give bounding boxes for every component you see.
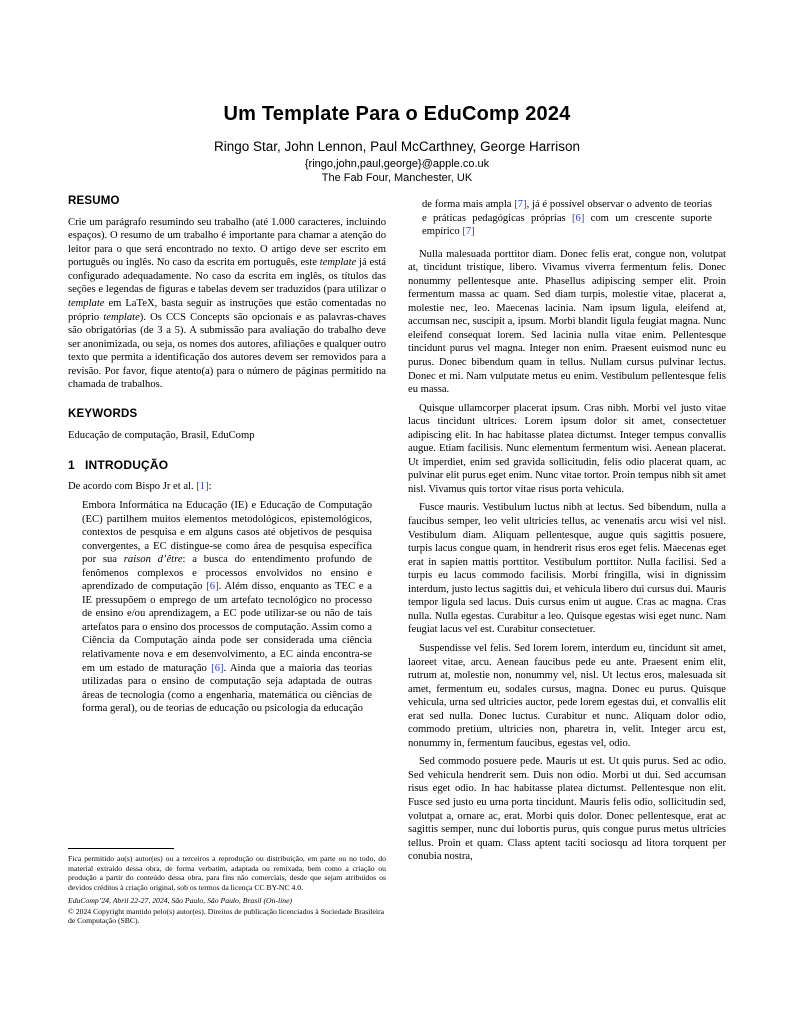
body-paragraph: Fusce mauris. Vestibulum luctus nibh at lectus. Sed bibendum, nulla a faucibus semper, leo velit ultricies tellus, ac venenatis arcu wisi vel nisl. Vestibulum diam. Aliquam pellentesque, augue quis sagittis posuere, turpis lacus congue quam, in hendrerit risus eros eget felis. Maecenas eget erat in sapien mattis porttitor. Vestibulum porttitor. Nulla facilisi. Sed a turpis eu lacus commodo facilisis. Morbi fringilla, wisi in dignissim interdum, justo lectus sagittis dui, et vehicula libero dui cursus dui. Mauris tempor ligula sed lacus. Duis cursus enim ut augue. Cras ac magna. Cras nulla. Nulla egestas. Curabitur a leo. Quisque egestas wisi eget nunc. Nam feugiat lacus vel est. Curabitur consectetuer. [408,502,726,636]
body-paragraph: Sed commodo posuere pede. Mauris ut est. Ut quis purus. Sed ac odio. Sed vehicula hendrerit sem. Duis non odio. Morbi ut dui. Sed accumsan risus eget odio. In hac habitasse platea dictumst. Pellentesque non elit. Fusce sed justo eu urna porta tincidunt. Mauris felis odio, sollicitudin sed, volutpat a, ornare ac, erat. Morbi quis dolor. Donec pellentesque, erat ac sagittis semper, nunc dui lobortis purus, quis congue purus metus ultricies tellus. Proin et quam. Class aptent taciti sociosqu ad litora torquent per conubia nostra, [408,756,726,863]
keywords-text: Educação de computação, Brasil, EduComp [68,429,255,441]
paper-emails: {ringo,john,paul,george}@apple.co.uk [304,158,490,170]
quote-block-left: Embora Informática na Educação (IE) e Educação de Computação (EC) partilhem muitos elementos metodológicos, epistemológicos, contextos de pesquisa e em alguns casos até objetivos de pesquisa convergentes, a EC distingue-se como área de pesquisa específica por sua raison d’être: a busca do entendimento profundo de fenômenos complexos e processos envolvidos no ensino e aprendizado de computação [6]. Além disso, enquanto as TEC e a IE pressupõem o emprego de um artefato tecnológico no processo de ensino e/ou aprendizagem, a EC pode utilizar-se ou não de tais artefatos para o ensino dos processos de computação. Assim como a Ciência da Computação ainda pode ser considerada uma ciência relativamente nova e em desenvolvimento, a EC ainda encontra-se em um estado de maturação [6]. Ainda que a maioria das teorias utilizadas para o ensino de computação seja adaptada de outras áreas de tecnologia (como a engenharia, matemática ou ciências de forma geral), ou de teorias de educação ou psicologia da educação [82,500,372,715]
citation-link[interactable]: [6] [206,581,219,593]
footnote-rule [68,848,174,849]
title-block [0,103,794,184]
section-heading-introducao [68,458,386,473]
paper-authors: Ringo Star, John Lennon, Paul McCarthney, George Harrison [214,139,580,154]
body-paragraph: Nulla malesuada porttitor diam. Donec felis erat, congue non, volutpat at, tincidunt tristique, libero. Vivamus viverra fermentum felis. Donec nonummy pellentesque ante. Phasellus adipiscing semper elit. Proin fermentum massa ac quam. Sed diam turpis, molestie vitae, placerat a, molestie nec, leo. Maecenas lacinia. Nam ipsum ligula, eleifend at, accumsan nec, suscipit a, ipsum. Morbi blandit ligula feugiat magna. Nunc eleifend consequat lorem. Sed lacinia nulla vitae enim. Pellentesque tincidunt purus vel magna. Integer non enim. Praesent euismod nunc eu purus. Donec bibendum quam in tellus. Nullam cursus pulvinar lectus. Donec et mi. Nam vulputate metus eu enim. Vestibulum pellentesque felis eu massa. [408,248,726,396]
section-heading-resumo: RESUMO [68,195,120,207]
body-paragraph: Quisque ullamcorper placerat ipsum. Cras nibh. Morbi vel justo vitae lacus tincidunt ultrices. Lorem ipsum dolor sit amet, consectetuer adipiscing elit. In hac habitasse platea dictumst. Integer tempus convallis augue. Etiam facilisis. Nunc elementum fermentum wisi. Aenean placerat. Ut imperdiet, enim sed gravida sollicitudin, felis odio placerat quam, ac pulvinar elit purus eget enim. Nunc vitae tortor. Proin tempus nibh sit amet nisl. Vivamus quis tortor vitae risus porta vehicula. [408,402,726,495]
citation-link[interactable]: [6] [211,662,224,674]
section-title: INTRODUÇÃO [85,458,169,473]
citation-link[interactable]: [6] [572,212,585,224]
paper-title: Um Template Para o EduComp 2024 [223,103,571,125]
left-column [68,194,386,846]
citation-link[interactable]: [7] [462,226,475,238]
copyright-line: © 2024 Copyright mantido pelo(s) autor(es). Direitos de publicação licenciados à Sociedade Brasileira de Computação (SBC). [68,906,385,926]
right-column [408,194,726,969]
paper-affiliation: The Fab Four, Manchester, UK [321,172,473,184]
venue-line: EduComp’24, Abril 22-27, 2024, São Paulo, São Paulo, Brasil (On-line) [68,896,293,906]
intro-lead: De acordo com Bispo Jr et al. [1]: [68,481,212,493]
citation-link[interactable]: [7] [514,199,527,210]
section-heading-keywords: KEYWORDS [68,407,138,420]
abstract-text: Crie um parágrafo resumindo seu trabalho (até 1.000 caracteres, incluindo espaços). O resumo de um trabalho é importante para chamar a atenção do leitor para o que será encontrado no texto. O artigo deve ser escrito em português ou inglês. No caso da escrita em português, este template já está configurado adequadamente. No caso da escrita em inglês, os títulos das seções e legendas de figuras e tabelas devem ser traduzidos (para utilizar o template em LaTeX, basta seguir as instruções que estão comentadas no próprio template). Os CCS Concepts são opcionais e as palavras-chaves são obrigatórias (de 3 a 5). A submissão para avaliação do trabalho deve ser anonimizada, ou seja, os nomes dos autores, afiliações e qualquer outro texto que permita a identificação dos autores devem ser removidos para a revisão. Por favor, fique atento(a) para o número de páginas permitido na chamada de trabalhos. [68,216,386,391]
citation-link[interactable]: [1] [196,481,209,493]
section-number: 1 [68,458,75,473]
quote-block-right: de forma mais ampla [7], já é possível observar o advento de teorias e práticas pedagógicas próprias [6] com um crescente suporte empírico [7] [422,199,712,238]
license-text: Fica permitido ao(s) autor(es) ou a terceiros a reprodução ou distribuição, em parte ou no todo, do material extraído dessa obra, de forma verbatim, adaptada ou remixada, bem como a criação ou produção a partir do conteúdo dessa obra, para fins não comerciais, desde que sejam atribuídos os devidos créditos à criação original, sob os termos da licença CC BY-NC 4.0. [68,854,386,892]
copyright-footnote [68,848,386,926]
body-paragraph: Suspendisse vel felis. Sed lorem lorem, interdum eu, tincidunt sit amet, laoreet vitae, arcu. Aenean faucibus pede eu ante. Praesent enim elit, rutrum at, molestie non, nonummy vel, nisl. Ut lectus eros, malesuada sit amet, fermentum eu, sodales cursus, magna. Donec eu purus. Quisque vehicula, urna sed ultricies auctor, pede lorem egestas dui, et convallis elit erat sed nulla. Donec luctus. Curabitur et nunc. Aliquam dolor odio, commodo pretium, ultricies non, pharetra in, velit. Integer arcu est, nonummy in, fermentum faucibus, egestas vel, odio. [408,642,726,749]
